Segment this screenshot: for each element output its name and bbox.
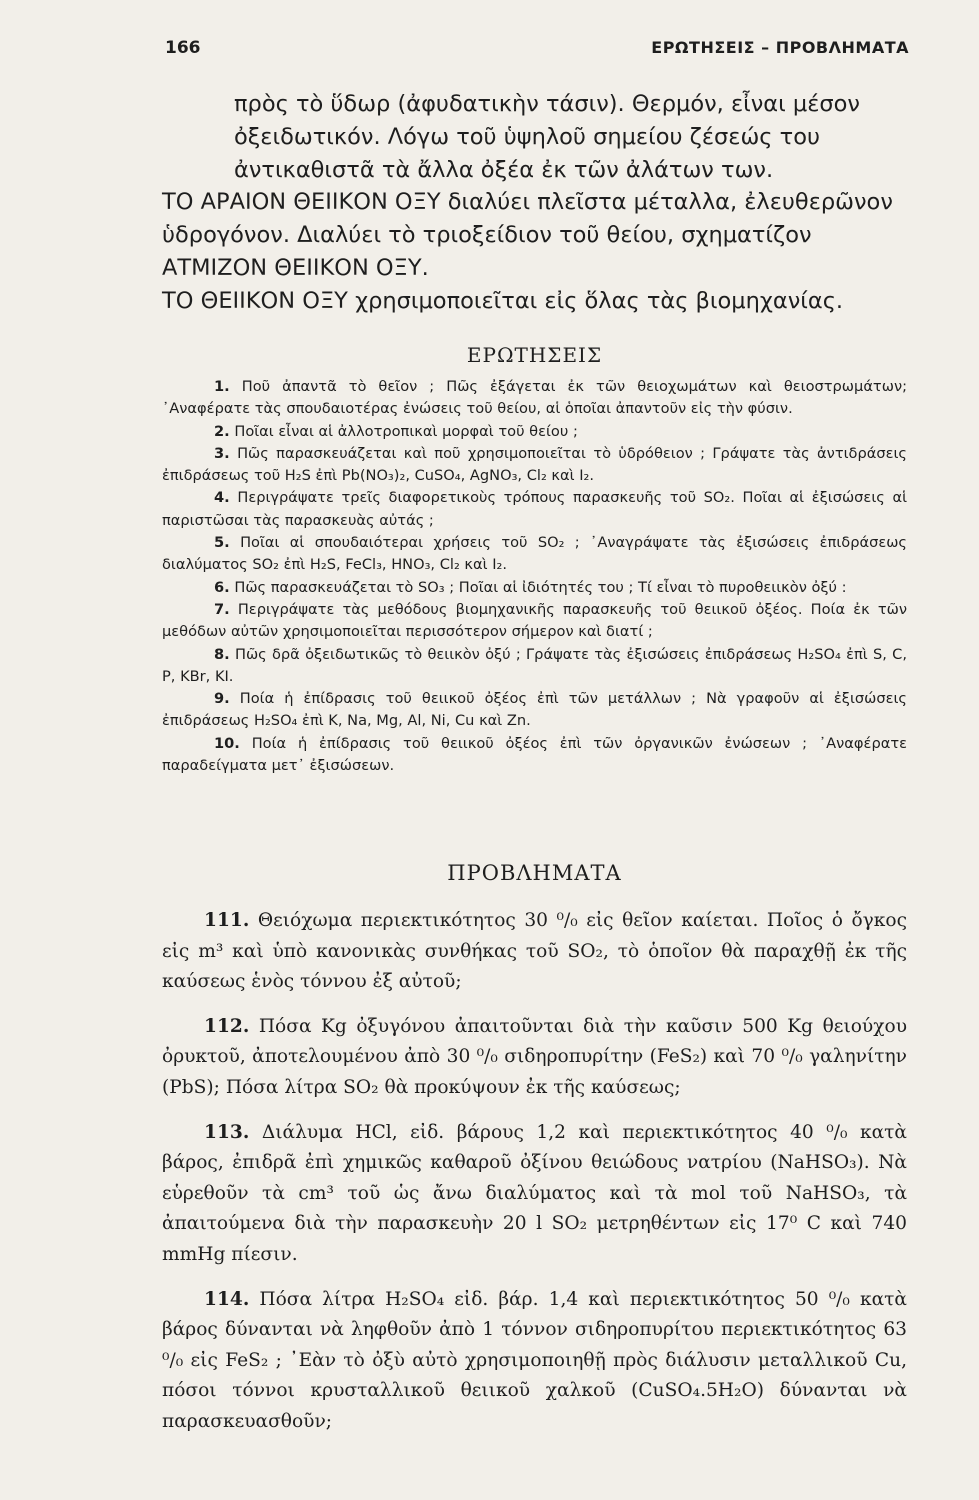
question-item	[162, 599, 907, 644]
question-item	[162, 421, 907, 443]
problem-text: Διάλυμα HCl, εἰδ. βάρους 1,2 καὶ περιεκτικότητος 40 ⁰/₀ κατὰ βάρος, ἐπιδρᾶ ἐπὶ χημικῶς καθαροῦ ὀξίνου θειώδους νατρίου (NaHSO₃). Νὰ εὑρεθοῦν τὰ cm³ τοῦ ὡς ἄνω διαλύματος καὶ τὰ mol τοῦ NaHSO₃, τὰ ἀπαιτούμενα διὰ τὴν παρασκευὴν 20 l SO₂ μετρηθέντων εἰς 17⁰ C καὶ 740 mmHg πίεσιν.	[162, 1121, 907, 1265]
intro-text	[162, 88, 907, 318]
question-number: 8.	[214, 645, 230, 663]
question-text: Πῶς δρᾶ ὀξειδωτικῶς τὸ θειικὸν ὀξύ ; Γράψατε τὰς ἐξισώσεις ἐπιδράσεως H₂SO₄ ἐπὶ S, C, P, KBr, KI.	[162, 645, 907, 685]
problem-number: 112.	[204, 1015, 250, 1037]
page-number: 166	[165, 38, 201, 58]
problems-heading: ΠΡΟΒΛΗΜΑΤΑ	[447, 861, 622, 885]
question-text: Πῶς παρασκευάζεται τὸ SO₃ ; Ποῖαι αἱ ἰδιότητές του ; Τί εἶναι τὸ πυροθειικὸν ὀξύ :	[234, 578, 847, 596]
problems-list	[162, 906, 907, 1452]
problem-text: Πόσα λίτρα H₂SO₄ εἰδ. βάρ. 1,4 καὶ περιεκτικότητος 50 ⁰/₀ κατὰ βάρος δύνανται νὰ ληφθοῦν ἀπὸ 1 τόννον σιδηροπυρίτου περιεκτικότητος 63 ⁰/₀ εἰς FeS₂ ; ᾿Εὰν τὸ ὀξὺ αὐτὸ χρησιμοποιηθῇ πρὸς διάλυσιν μεταλλικοῦ Cu, πόσοι τόννοι κρυσταλλικοῦ θειικοῦ χαλκοῦ (CuSO₄.5H₂O) δύνανται νὰ παρασκευασθοῦν;	[162, 1288, 907, 1432]
problem-item	[162, 906, 907, 998]
question-text: Περιγράψατε τρεῖς διαφορετικοὺς τρόπους παρασκευῆς τοῦ SO₂. Ποῖαι αἱ ἐξισώσεις αἱ παριστῶσαι τὰς παρασκευὰς αὐτάς ;	[162, 489, 908, 529]
problem-number: 113.	[204, 1121, 250, 1143]
page-header	[165, 38, 909, 68]
question-number: 9.	[214, 690, 230, 708]
question-text: Ποῖαι αἱ σπουδαιότεραι χρήσεις τοῦ SO₂ ; ᾿Αναγράψατε τὰς ἐξισώσεις ἐπιδράσεως διαλύματος SO₂ ἐπὶ H₂S, FeCl₃, HNO₃, Cl₂ καὶ I₂.	[162, 534, 907, 574]
question-number: 2.	[214, 422, 230, 440]
intro-paragraph-1: πρὸς τὸ ὕδωρ (ἀφυδατικὴν τάσιν). Θερμόν, εἶναι μέσον ὀξειδωτικόν. Λόγω τοῦ ὑψηλοῦ σημείου ζέσεώς του ἀντικαθιστᾶ τὰ ἄλλα ὀξέα ἐκ τῶν ἀλάτων των.	[234, 91, 860, 183]
intro-paragraph-2: ΤΟ ΑΡΑΙΟΝ ΘΕΙΙΚΟΝ ΟΞΥ διαλύει πλεῖστα μέταλλα, ἐλευθερῶνον ὑδρογόνον. Διαλύει τὸ τριοξείδιον τοῦ θείου, σχηματίζον ΑΤΜΙΖΟΝ ΘΕΙΙΚΟΝ ΟΞΥ.	[162, 189, 893, 281]
question-item	[162, 443, 907, 488]
question-number: 10.	[214, 734, 240, 752]
problem-text: Θειόχωμα περιεκτικότητος 30 ⁰/₀ εἰς θεῖον καίεται. Ποῖος ὁ ὄγκος εἰς m³ καὶ ὑπὸ κανονικὰς συνθήκας τοῦ SO₂, τὸ ὁποῖον θὰ παραχθῇ ἐκ τῆς καύσεως ἑνὸς τόννου ἐξ αὐτοῦ;	[162, 910, 907, 993]
problem-text: Πόσα Kg ὀξυγόνου ἀπαιτοῦνται διὰ τὴν καῦσιν 500 Kg θειούχου ὀρυκτοῦ, ἀποτελουμένου ἀπὸ 30 ⁰/₀ σιδηροπυρίτην (FeS₂) καὶ 70 ⁰/₀ γαληνίτην (PbS); Πόσα λίτρα SO₂ θὰ προκύψουν ἐκ τῆς καύσεως;	[162, 1015, 907, 1098]
problem-number: 114.	[204, 1288, 250, 1310]
question-text: Ποία ἡ ἐπίδρασις τοῦ θειικοῦ ὀξέος ἐπὶ τῶν ὀργανικῶν ἐνώσεων ; ᾿Αναφέρατε παραδείγματα μετ᾿ ἐξισώσεων.	[162, 734, 907, 775]
question-item	[162, 487, 907, 532]
question-number: 1.	[214, 378, 230, 395]
problem-number: 111.	[204, 910, 250, 931]
question-item	[162, 644, 907, 689]
question-number: 6.	[214, 578, 230, 596]
problem-item	[162, 1012, 907, 1104]
question-item	[162, 376, 907, 421]
question-text: Ποία ἡ ἐπίδρασις τοῦ θειικοῦ ὀξέος ἐπὶ τῶν μετάλλων ; Νὰ γραφοῦν αἱ ἐξισώσεις ἐπιδράσεως H₂SO₄ ἐπὶ K, Na, Mg, Al, Ni, Cu καὶ Zn.	[162, 690, 907, 730]
question-text: Περιγράψατε τὰς μεθόδους βιομηχανικῆς παρασκευῆς τοῦ θειικοῦ ὀξέος. Ποία ἐκ τῶν μεθόδων αὐτῶν χρησιμοποιεῖται περισσότερον σήμερον καὶ διατί ;	[162, 600, 908, 641]
question-item	[162, 577, 907, 599]
problem-item	[162, 1285, 907, 1438]
question-text: Ποῦ ἀπαντᾶ τὸ θεῖον ; Πῶς ἐξάγεται ἐκ τῶν θειοχωμάτων καὶ θειοστρωμάτων; ᾿Αναφέρατε τὰς σπουδαιοτέρας ἐνώσεις τοῦ θείου, αἱ ὁποῖαι ἀπαντοῦν εἰς τὴν φύσιν.	[162, 378, 908, 418]
question-item	[162, 688, 907, 733]
question-item	[162, 532, 907, 577]
question-number: 7.	[214, 600, 230, 618]
question-text: Πῶς παρασκευάζεται καὶ ποῦ χρησιμοποιεῖται τὸ ὑδρόθειον ; Γράψατε τὰς ἀντιδράσεις ἐπιδράσεως τοῦ H₂S ἐπὶ Pb(NO₃)₂, CuSO₄, AgNO₃, Cl₂ καὶ I₂.	[162, 444, 907, 485]
question-number: 4.	[214, 489, 230, 507]
questions-heading: ΕΡΩΤΗΣΕΙΣ	[466, 343, 603, 367]
question-item	[162, 733, 907, 778]
question-number: 5.	[214, 534, 230, 552]
intro-paragraph-3: ΤΟ ΘΕΙΙΚΟΝ ΟΞΥ χρησιμοποιεῖται εἰς ὅλας τὰς βιομηχανίας.	[162, 287, 844, 314]
running-title: ΕΡΩΤΗΣΕΙΣ – ΠΡΟΒΛΗΜΑΤΑ	[651, 38, 909, 57]
question-text: Ποῖαι εἶναι αἱ ἀλλοτροπικαὶ μορφαὶ τοῦ θείου ;	[234, 422, 578, 440]
questions-list	[162, 376, 907, 777]
problem-item	[162, 1118, 907, 1271]
question-number: 3.	[214, 444, 230, 462]
